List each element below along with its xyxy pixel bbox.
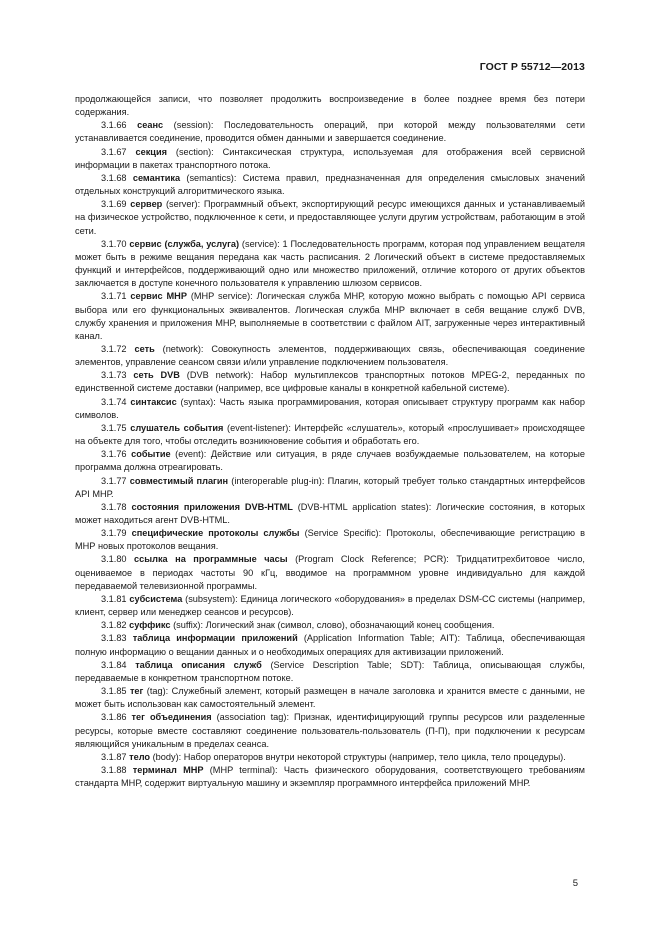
term-name: событие <box>131 449 171 460</box>
term-number: 3.1.71 <box>101 291 127 302</box>
term-definition: (section): Синтаксическая структура, используемая для отображения всей сервисной информации в пакетах транспортного потока. <box>75 146 585 170</box>
term-entry <box>75 172 585 198</box>
document-body <box>75 93 585 790</box>
term-number: 3.1.81 <box>101 593 127 604</box>
term-entry <box>75 448 585 474</box>
term-number: 3.1.70 <box>101 238 127 249</box>
term-name: суффикс <box>129 620 171 631</box>
term-entry <box>75 711 585 750</box>
term-definition: (Service Specific): Протоколы, обеспечивающие регистрацию в МНР новых протоколов вещания. <box>75 528 586 552</box>
term-entry <box>75 553 585 592</box>
term-entry <box>75 146 585 172</box>
term-definition: (event): Действие или ситуация, в ряде случаев возбуждаемые пользователем, на которые программа должна отреагировать. <box>75 449 585 473</box>
term-number: 3.1.85 <box>101 686 127 697</box>
term-number: 3.1.67 <box>101 146 127 157</box>
term-definition: (DVB network): Набор мультиплексов транспортных потоков MPEG-2, переданных по единственной системе доставки (например, все цифровые каналы в конкретной кабельной системе). <box>75 370 585 394</box>
term-number: 3.1.80 <box>101 554 127 565</box>
term-definition: (session): Последовательность операций, при которой между пользователями сети устанавливается соединение, проводится обмен данными и завершается соединение. <box>75 120 585 144</box>
term-number: 3.1.66 <box>101 120 127 131</box>
term-entry <box>75 751 585 764</box>
term-definition: (MHP service): Логическая служба МНР, которую можно выбрать с помощью API сервиса выбора или его функциональных эквивалентов. Логическая служба МНР включает в себя вещание служб DVB, службу хранения и приложения МНР, выполняемые в соответствии с файлом AIT, загруженные через интерактивный канал. <box>75 291 585 341</box>
term-entry <box>75 685 585 711</box>
term-name: секция <box>135 146 167 157</box>
term-entry <box>75 290 585 343</box>
term-name: сеть <box>134 343 155 354</box>
term-name: сеанс <box>137 120 164 131</box>
term-number: 3.1.88 <box>101 764 127 775</box>
term-entry <box>75 475 585 501</box>
term-entry <box>75 764 585 790</box>
term-name: тег объединения <box>131 712 212 723</box>
term-entry <box>75 619 585 632</box>
term-entry <box>75 501 585 527</box>
term-definition: (Application Information Table; AIT): Таблица, обеспечивающая полную информацию о вещании данных и о необходимых операциях для активизации приложений. <box>75 633 585 657</box>
term-number: 3.1.69 <box>101 199 127 210</box>
term-number: 3.1.83 <box>101 633 127 644</box>
term-name: состояния приложения DVB-HTML <box>131 501 293 512</box>
term-number: 3.1.77 <box>101 475 127 486</box>
term-number: 3.1.75 <box>101 422 127 433</box>
term-number: 3.1.74 <box>101 396 127 407</box>
term-definition: (interoperable plug-in): Плагин, который требует только стандартных интерфейсов API МНР. <box>75 475 585 499</box>
term-number: 3.1.68 <box>101 172 127 183</box>
term-name: тело <box>129 751 151 762</box>
term-name: сервис (служба, услуга) <box>129 238 240 249</box>
term-number: 3.1.79 <box>101 528 127 539</box>
term-number: 3.1.78 <box>101 501 127 512</box>
term-name: терминал МНР <box>132 764 204 775</box>
term-definition: (subsystem): Единица логического «оборудования» в пределах DSM-CC системы (например, клиент, сервер или менеджер сеансов и ресурсов). <box>75 593 585 618</box>
term-number: 3.1.72 <box>101 343 127 354</box>
term-name: сервер <box>130 199 163 210</box>
term-entry <box>75 632 585 658</box>
standard-designation: ГОСТ Р 55712—2013 <box>479 61 585 73</box>
term-definition: (syntax): Часть языка программирования, которая описывает структуру программ как набор символов. <box>75 396 585 420</box>
term-definition: (tag): Служебный элемент, который размещен в начале заголовка и хранится вместе с данными, не может быть использован как самостоятельный элемент. <box>75 686 585 710</box>
term-name: таблица информации приложений <box>132 633 298 644</box>
term-number: 3.1.87 <box>101 751 127 762</box>
term-definition: (body): Набор операторов внутри некоторой структуры (например, тело цикла, тело процедуры). <box>150 751 566 762</box>
term-entry <box>75 198 585 237</box>
term-name: слушатель события <box>130 422 224 433</box>
term-definition: (semantics): Система правил, предназначенная для определения смысловых значений отдельных конструкций алгоритмического языка. <box>75 172 585 197</box>
term-definition: (service): 1 Последовательность программ, которая под управлением вещателя может быть в режиме вещания передана как часть расписания. 2 Логический объект в системе предоставляемых функций и интерфейсов, поддерживающий одно или множество приложений, отличие которого от других объектов заключается в доступе конечного пользователя к управлению шлюзом сервисов. <box>75 238 585 289</box>
term-entry <box>75 343 585 369</box>
term-name: тег <box>129 686 144 697</box>
term-name: таблица описания служб <box>135 659 262 670</box>
term-entry <box>75 238 585 291</box>
term-number: 3.1.82 <box>101 620 127 631</box>
term-entry <box>75 396 585 422</box>
page-number: 5 <box>572 878 578 889</box>
term-name: сеть DVB <box>133 370 180 381</box>
term-name: специфические протоколы службы <box>131 528 300 539</box>
term-number: 3.1.84 <box>101 659 127 670</box>
term-number: 3.1.73 <box>101 370 127 381</box>
term-definition: (server): Программный объект, экспортирующий ресурс имеющихся данных и устанавливаемый на физическое устройство, подключенное к сети, и предоставляющее услуги другим устройствам, работающим в этой сети. <box>75 199 585 236</box>
term-entry <box>75 422 585 448</box>
term-entry <box>75 369 585 395</box>
term-definition: (Service Description Table; SDT): Таблица, описывающая службы, передаваемые в конкретном транспортном потоке. <box>75 659 585 683</box>
term-definition: (MHP terminal): Часть физического оборудования, соответствующего требованиям стандарта МНР, содержит виртуальную машину и экземпляр программного интерфейса приложений МНР. <box>75 764 585 789</box>
term-name: ссылка на программные часы <box>134 554 288 565</box>
term-name: сервис МНР <box>130 291 187 302</box>
term-definition: (association tag): Признак, идентифицирующий группы ресурсов или разделенные ресурсы, которые вместе составляют соединение пользователь-пользователь (П-П), при подключении к ресурсам являющийся уникальным в пределах сеанса. <box>75 712 585 749</box>
term-name: совместимый плагин <box>129 475 229 486</box>
term-entry <box>75 119 585 145</box>
continued-paragraph: продолжающейся записи, что позволяет продолжить воспроизведение в более позднее время без потери содержания. <box>75 94 585 118</box>
term-name: субсистема <box>129 593 183 604</box>
term-name: семантика <box>132 172 181 183</box>
term-entry <box>75 659 585 685</box>
term-number: 3.1.86 <box>101 712 127 723</box>
term-definition: (suffix): Логический знак (символ, слово), обозначающий конец сообщения. <box>170 620 495 631</box>
term-definition: (event-listener): Интерфейс «слушатель», который «прослушивает» происходящее на объекте для того, чтобы отследить возникновение события и обработать его. <box>75 422 585 447</box>
term-number: 3.1.76 <box>101 449 127 460</box>
term-name: синтаксис <box>130 396 177 407</box>
term-entry <box>75 527 585 553</box>
term-entry <box>75 593 585 619</box>
term-definition: (DVB-HTML application states): Логические состояния, в которых может находиться агент DVB-HTML. <box>75 501 585 525</box>
term-definition: (network): Совокупность элементов, поддерживающих связь, обеспечивающая соединение элементов, управление сеансом связи и/или управление подключением пользователя. <box>75 343 585 368</box>
term-definition: (Program Clock Reference; PCR): Тридцатитрехбитовое число, оцениваемое в периодах частоты 90 кГц, вводимое на программном уровне индивидуально для каждой передаваемой телевизионной программы. <box>75 554 585 591</box>
